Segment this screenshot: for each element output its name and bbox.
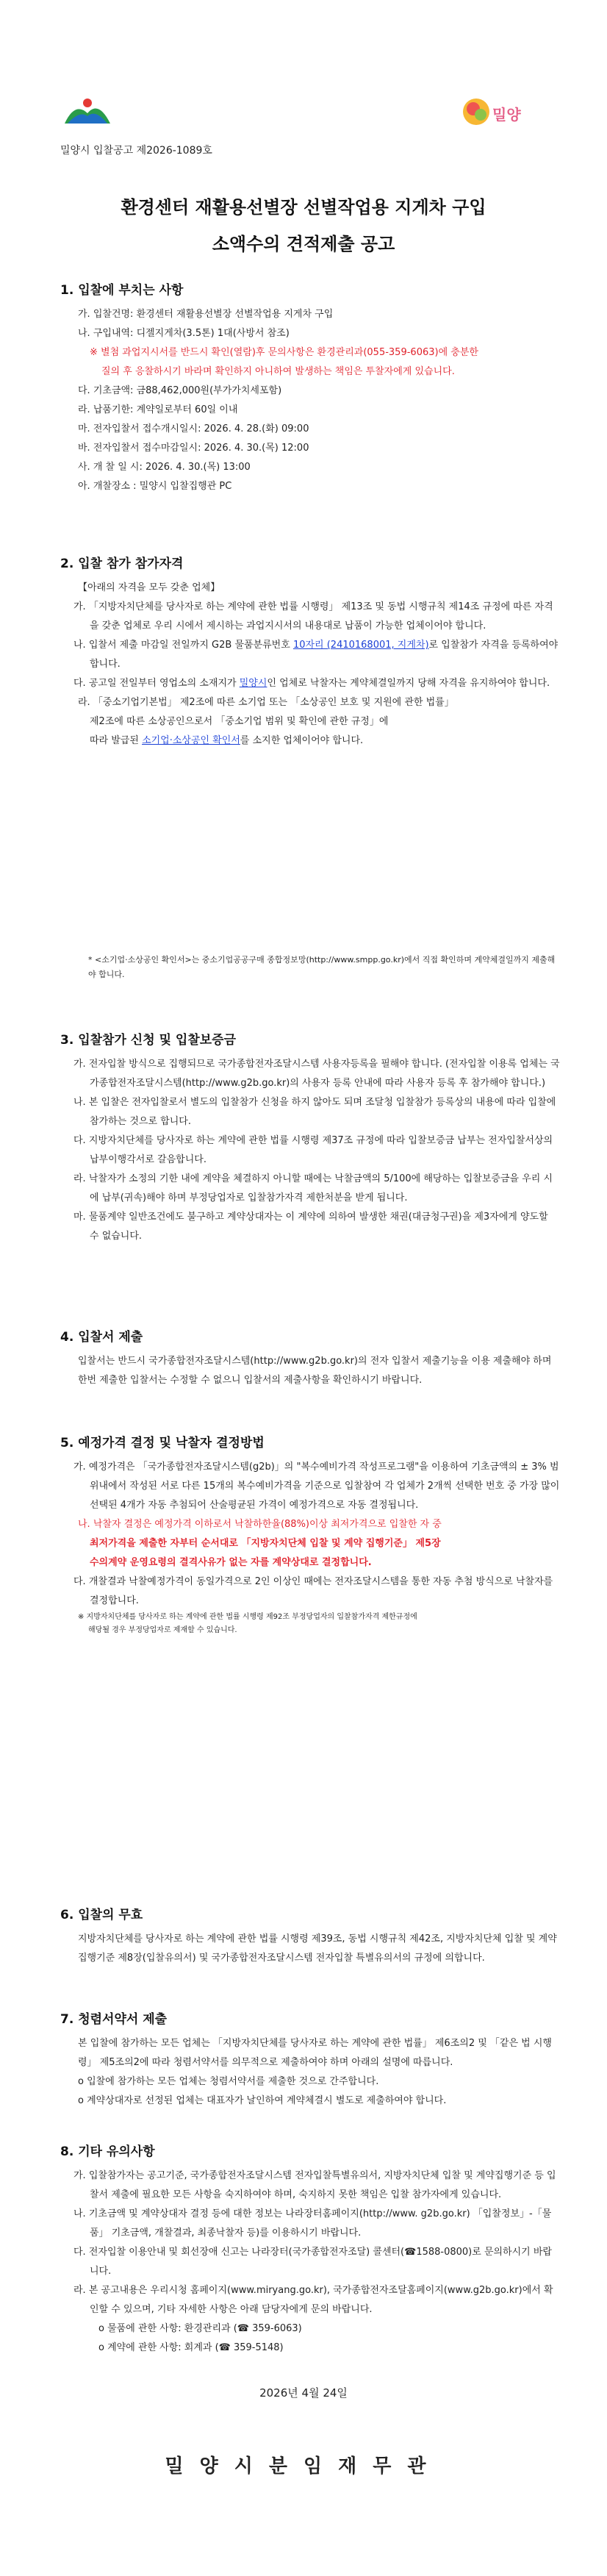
section-registration [60, 1029, 560, 1246]
opening-place: 아. 개찰장소 : 밀양시 입찰집행관 PC [78, 481, 232, 492]
award-na-2: 최저가격을 제출한 자부터 순서대로 「지방자치단체 입찰 및 계약 집행기준」 제5장 [90, 1538, 441, 1549]
section-heading: 5. 예정가격 결정 및 낙찰자 결정방법 [60, 1436, 265, 1450]
notes-ra: 라. 본 공고내용은 우리시청 홈페이지(www.miryang.go.kr), 국가종합전자조달홈페이지(www.g2b.go.kr)에서 확인할 수 있으며, 기타 자세한 사항은 아래 담당자에게 문의 바랍니다. [73, 2285, 553, 2315]
delivery-deadline: 라. 납품기한: 계약일로부터 60일 이내 [78, 404, 238, 415]
classification-link[interactable]: 10자리 (24101680​01, 지게차) [292, 640, 429, 651]
section-heading: 1. 입찰에 부치는 사항 [60, 283, 184, 298]
section-heading: 6. 입찰의 무효 [60, 1908, 143, 1922]
pledge-o1: o 입찰에 참가하는 모든 업체는 청렴서약서를 제출한 것으로 간주합니다. [78, 2076, 379, 2087]
qualification-na [60, 636, 560, 674]
registration-ma: 마. 물품계약 일반조건에도 불구하고 계약상대자는 이 계약에 의하여 발생한 채권(대금청구권)을 제3자에게 양도할 수 없습니다. [73, 1212, 548, 1242]
page-title-line1: 환경센터 재활용선별장 선별작업용 지게차 구입 [121, 197, 486, 218]
bid-opening: 사. 개 찰 일 시: 2026. 4. 30.(목) 13:00 [78, 462, 251, 473]
submission-body: 입찰서는 반드시 국가종합전자조달시스템(http://www.g2b.go.kr)의 전자 입찰서 제출기능을 이용 제출해야 하며 한번 제출한 입찰서는 수정할 수 없으니 입찰서의 제출사항을 확인하시기 바랍니다. [78, 1356, 552, 1386]
award-note-1: ※ 지방자치단체를 당사자로 하는 계약에 관한 법률 시행령 제92조 부정당업자의 입찰참가자격 제한규정에 [78, 1613, 417, 1621]
text: 따라 발급된 [90, 735, 143, 746]
text: 인 업체로 낙찰자는 계약체결일까지 당해 자격을 유지하여야 합니다. [267, 678, 550, 689]
section-submission [60, 1326, 560, 1390]
notes-na: 나. 기초금액 및 계약상대자 결정 등에 대한 정보는 나라장터홈페이지(http://www. g2b.go.kr) 「입찰정보」-「물품」 기초금액, 개찰결과, 최종낙찰자 등)를 이용하시기 바랍니다. [73, 2208, 552, 2239]
qualification-note: 【아래의 자격을 모두 갖춘 업체】 [78, 582, 220, 593]
award-da: 다. 개찰결과 낙찰예정가격이 동일가격으로 2인 이상인 때에는 전자조달시스템을 통한 자동 추첨 방식으로 낙찰자를 결정합니다. [73, 1576, 553, 1606]
qualification-ga: 가. 「지방자치단체를 당사자로 하는 계약에 관한 법률 시행령」 제13조 및 동법 시행규칙 제14조 규정에 따른 자격을 갖춘 업체로 우리 시에서 제시하는 과업지시서의 내용대로 납품이 가능한 업체이어야 합니다. [73, 601, 553, 632]
warning-line-1: ※ 별첨 과업지시서를 반드시 확인(열람)후 문의사항은 환경관리과(055-359-6063)에 충분한 [90, 347, 478, 358]
section-heading: 3. 입찰참가 신청 및 입찰보증금 [60, 1033, 237, 1048]
notes-da: 다. 전자입찰 이용안내 및 회선장애 신고는 나라장터(국가종합전자조달) 콜센터(☎1588-0800)로 문의하시기 바랍니다. [73, 2247, 552, 2277]
award-na-3: 수의계약 운영요령의 결격사유가 없는 자를 계약상대로 결정합니다. [90, 1557, 372, 1568]
qualification-da [60, 674, 560, 693]
issuer-signature: 밀양시분임재무관 [165, 2455, 442, 2477]
award-na-1: 나. 낙찰자 결정은 예정가격 이하로서 낙찰하한율(88%)이상 최저가격으로 입찰한 자 중 [78, 1519, 442, 1530]
item-name: 가. 입찰건명: 환경센터 재활용선별장 선별작업용 지게차 구입 [78, 309, 334, 320]
base-amount: 다. 기초금액: 금88,462,000원(부가가치세포함) [78, 385, 282, 396]
text: 로 입찰참가 자격을 등록하여야 합니다. [90, 640, 558, 670]
registration-ga: 가. 전자입찰 방식으로 집행되므로 국가종합전자조달시스템 사용자등록을 필해야 합니다. (전자입찰 이용록 업체는 국가종합전자조달시스템(http://www.g2b.go.kr)의 사용자 등록 안내에 따라 사용자 등록 후 참가해야 합니다.) [73, 1059, 560, 1089]
registration-ra: 라. 낙찰자가 소정의 기한 내에 계약을 체결하지 아니할 때에는 낙찰금액의 5/100에 해당하는 입찰보증금을 우리 시에 납부(귀속)해야 하며 부정당업자로 입찰참가자격 제한처분을 받게 됩니다. [73, 1173, 553, 1203]
miryang-city-logo [60, 94, 115, 129]
notice-date: 2026년 4월 24일 [259, 2386, 348, 2400]
text: 다. 공고일 전일부터 영업소의 소재지가 [73, 678, 240, 689]
section-bid-items [60, 279, 560, 496]
text: 를 소지한 업체이어야 합니다. [240, 735, 364, 746]
registration-na: 나. 본 입찰은 전자입찰로서 별도의 입찰참가 신청을 하지 않아도 되며 조달청 입찰참가 등록상의 내용에 따라 입찰에 참가하는 것으로 합니다. [73, 1097, 556, 1127]
item-detail: 나. 구입내역: 디젤지게차(3.5톤) 1대(사방서 참조) [78, 328, 290, 339]
pledge-o2: o 계약상대자로 선정된 업체는 대표자가 날인하여 계약체결시 별도로 제출하여야 합니다. [78, 2095, 447, 2106]
award-ga: 가. 예정가격은 「국가종합전자조달시스템(g2b)」의 "복수예비가격 작성프로그램"을 이용하여 기초금액의 ± 3% 범위내에서 작성된 서로 다른 15개의 복수예비가격을 기준으로 입찰참여 각 업체가 2개씩 선택한 번호 중 가장 많이 선택된 4개가 자동 추첨되어 산술평균된 가격이 예정가격으로 자동 결정됩니다. [73, 1461, 560, 1511]
section-award-method [60, 1432, 560, 1637]
bid-close: 바. 전자입찰서 접수마감일시: 2026. 4. 30.(목) 12:00 [78, 443, 309, 454]
notice-number: 밀양시 입찰공고 제2026-1089호 [60, 145, 212, 157]
brand-logo-text: 밀양 [492, 106, 521, 124]
section-qualification [60, 553, 560, 751]
invalid-body: 지방자치단체를 당사자로 하는 계약에 관한 법률 시행령 제39조, 동법 시행규칙 제42조, 지방자치단체 입찰 및 계약집행기준 제8장(입찰유의서) 및 국가종합전자조달시스템 전자입찰 특별유의서의 규정에 의합니다. [78, 1933, 557, 1964]
pledge-body: 본 입찰에 참가하는 모든 업체는 「지방자치단체를 당사자로 하는 계약에 관한 법률」 제6조의2 및 「같은 법 시행령」 제5조의2에 따라 청렴서약서를 의무적으로 제출하여야 하며 아래의 설명에 따릅니다. [78, 2038, 552, 2068]
contact-contract: o 계약에 관한 사항: 회계과 (☎ 359-5148) [98, 2342, 284, 2353]
city-link[interactable]: 밀양시 [239, 678, 267, 689]
section-invalid-bids [60, 1904, 560, 1968]
section-heading: 2. 입찰 참가 참가자격 [60, 557, 184, 571]
section-heading: 8. 기타 유의사항 [60, 2144, 155, 2159]
section-integrity-pledge [60, 2008, 560, 2111]
contact-goods: o 물품에 관한 사항: 환경관리과 (☎ 359-6063) [98, 2323, 302, 2334]
section-heading: 4. 입찰서 제출 [60, 1330, 143, 1345]
certificate-footnote: * <소기업·소상공인 확인서>는 중소기업공공구매 종합정보망(http://www.smpp.go.kr)에서 직접 확인하며 계약체결일까지 제출해야 합니다. [88, 955, 556, 979]
section-heading: 7. 청렴서약서 제출 [60, 2012, 168, 2027]
warning-line-2: 질의 후 응찰하시기 바라며 확인하지 아니하여 발생하는 책임은 투찰자에게 있습니다. [101, 366, 455, 377]
text: 나. 입찰서 제출 마감일 전일까지 G2B 물품분류번호 [73, 640, 293, 651]
miryang-brand-logo [460, 90, 548, 134]
notes-ga: 가. 입찰참가자는 공고기준, 국가종합전자조달시스템 전자입찰특별유의서, 지방자치단체 입찰 및 계약집행기준 등 입찰서 제출에 필요한 모든 사항을 숙지하여야 하며, 숙지하지 못한 책임은 입찰 참가자에게 있습니다. [73, 2170, 556, 2200]
bid-start: 마. 전자입찰서 접수개시일시: 2026. 4. 28.(화) 09:00 [78, 423, 309, 434]
qualification-ra-1: 라. 「중소기업기본법」 제2조에 따른 소기업 또는 「소상공인 보호 및 지원에 관한 법률」 [78, 697, 454, 708]
qualification-ra-3 [60, 731, 560, 751]
qualification-ra-2: 제2조에 따른 소상공인으로서 「중소기업 범위 및 확인에 관한 규정」에 [90, 716, 389, 727]
section-other-notes [60, 2141, 560, 2358]
certificate-link[interactable]: 소기업·소상공인 확인서 [142, 735, 240, 746]
award-note-2: 해당될 경우 부정당업자로 제재할 수 있습니다. [88, 1626, 237, 1634]
page-title-line2: 소액수의 견적제출 공고 [212, 234, 395, 254]
registration-da: 다. 지방자치단체를 당사자로 하는 계약에 관한 법률 시행령 제37조 규정에 따라 입찰보증금 납부는 전자입찰서상의 납부이행각서로 갈음합니다. [73, 1135, 553, 1165]
